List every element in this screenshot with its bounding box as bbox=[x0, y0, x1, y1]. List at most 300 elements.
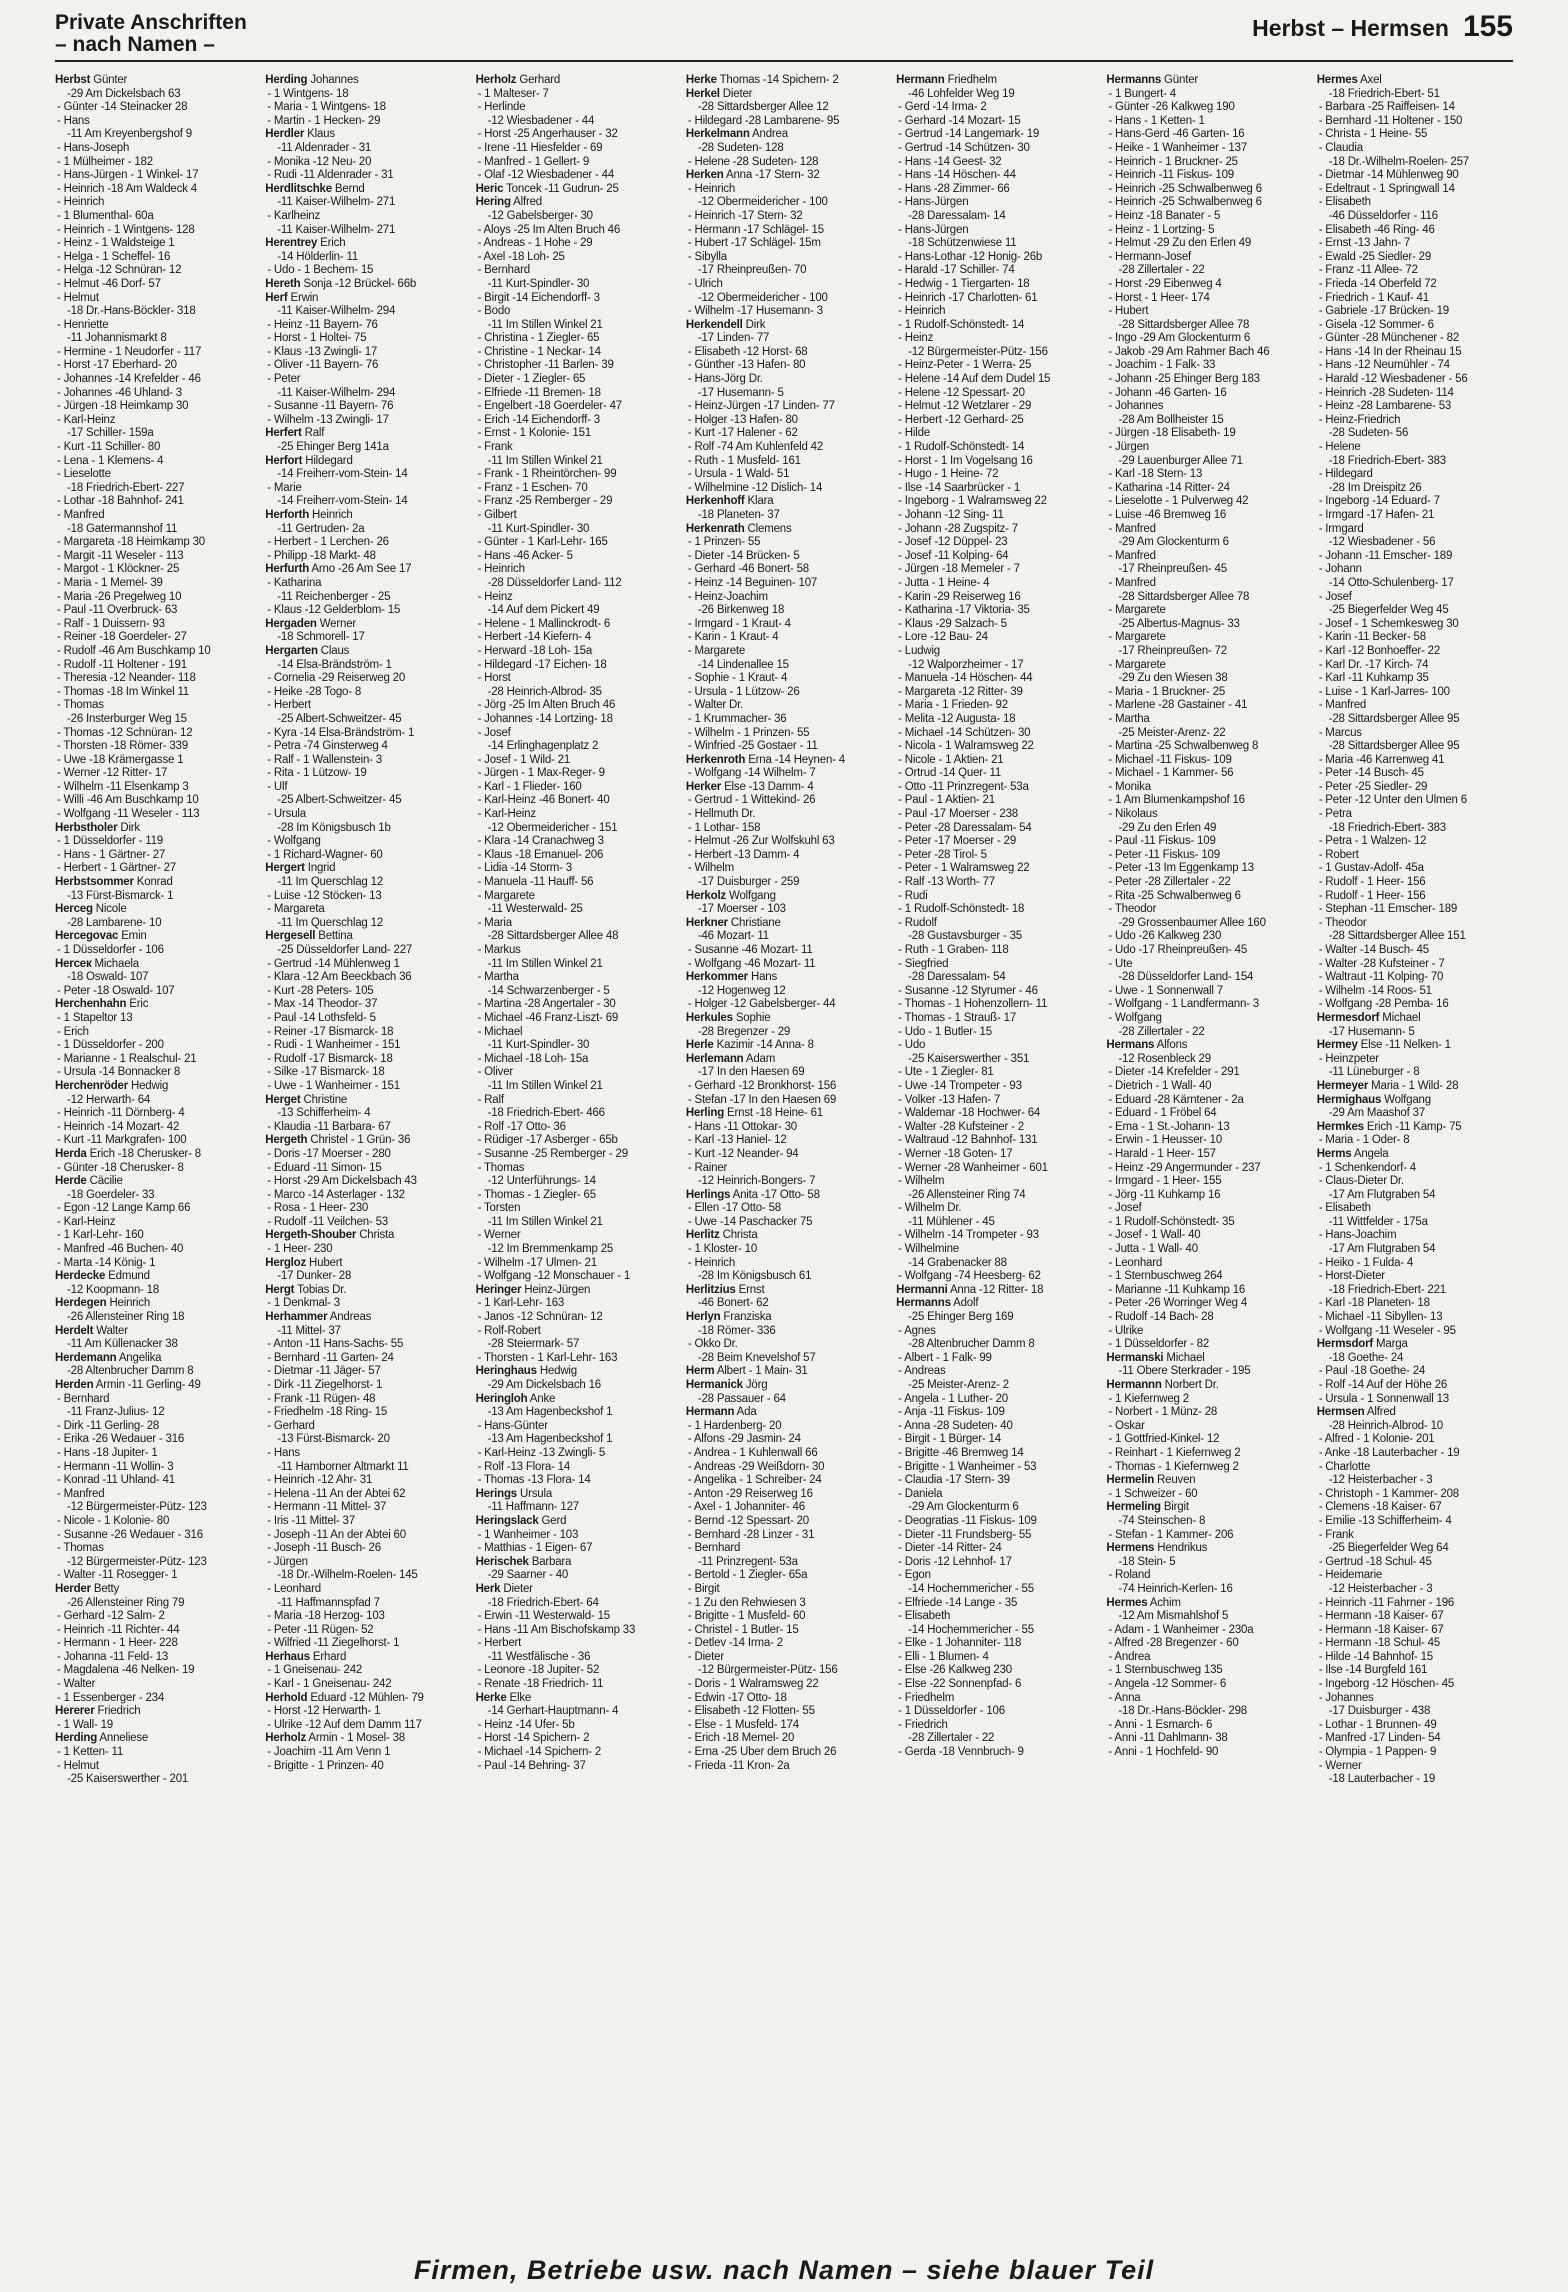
address-line: -25 Düsseldorfer Land- 227 bbox=[277, 944, 413, 956]
list-item: - Ingeborg -14 Eduard- 7 bbox=[1318, 495, 1440, 508]
list-item: - Paul -17 Moerser - 238 bbox=[898, 808, 1018, 821]
address-line: -28 Düsseldorfer Land- 154 bbox=[1118, 971, 1254, 984]
surname-entry: Herle Kazimir -14 Anna- 8 bbox=[685, 1039, 814, 1052]
list-item: - Deogratias -11 Fiskus- 109 bbox=[898, 1514, 1037, 1527]
list-item: - Michael -14 Schützen- 30 bbox=[898, 726, 1031, 739]
surname-entry: Herkenroth Erna -14 Heynen- 4 bbox=[685, 753, 845, 766]
list-item: - Ralf -13 Worth- 77 bbox=[898, 876, 995, 889]
list-item: - Bernhard bbox=[687, 1542, 741, 1555]
address-line: -25 Kaiserswerther - 351 bbox=[908, 1052, 1030, 1065]
list-item: - 1 Heer- 230 bbox=[267, 1243, 333, 1256]
address-line: -17 In den Haesen 69 bbox=[697, 1066, 805, 1079]
surname-entry: Herling Ernst -18 Heine- 61 bbox=[685, 1107, 823, 1120]
list-item: - Günter -28 Münchener - 82 bbox=[1318, 332, 1460, 345]
list-item: - Frank bbox=[1318, 1528, 1354, 1541]
surname-entry: Hermsen Alfred bbox=[1316, 1406, 1396, 1419]
list-item: - 1 Hardenberg- 20 bbox=[687, 1419, 782, 1432]
surname: Herkolz bbox=[685, 889, 726, 902]
address-line: -12 Herwarth- 64 bbox=[67, 1093, 151, 1106]
list-item: - Oskar bbox=[1108, 1419, 1145, 1432]
surname-entry: Hermanick Jörg bbox=[685, 1379, 768, 1391]
surname-entry: Hermannn Norbert Dr. bbox=[1106, 1379, 1219, 1391]
list-item: - Karl-Heinz -46 Bonert- 40 bbox=[477, 794, 610, 807]
list-item: - 1 Am Blumenkampshof 16 bbox=[1108, 794, 1245, 807]
address-line: -28 Heinrich-Albrod- 10 bbox=[1328, 1419, 1443, 1432]
list-item: - Frieda -11 Kron- 2a bbox=[687, 1759, 790, 1772]
list-item: - Peter -25 Siedler- 29 bbox=[1318, 780, 1428, 793]
list-item: - Luise -12 Stöcken- 13 bbox=[267, 889, 382, 902]
list-item: - Willi -46 Am Buschkamp 10 bbox=[57, 794, 199, 807]
list-item: - Manfred bbox=[57, 509, 105, 521]
address-line: -17 Moerser - 103 bbox=[697, 903, 786, 916]
list-item: - Marcus bbox=[1318, 726, 1362, 739]
list-item: - Heinz bbox=[898, 332, 934, 345]
list-item: - Dietrich - 1 Wall- 40 bbox=[1108, 1079, 1212, 1092]
address-line: -14 Freiherr-vom-Stein- 14 bbox=[277, 495, 408, 508]
list-item: - Friedhelm -18 Ring- 15 bbox=[267, 1406, 388, 1419]
list-item: - Frank - 1 Rheintörchen- 99 bbox=[477, 468, 617, 481]
list-item: - Josef - 1 Wall- 40 bbox=[1108, 1229, 1201, 1242]
address-line: -12 Am Mismahlshof 5 bbox=[1118, 1610, 1229, 1623]
list-item: - Reiner -18 Goerdeler- 27 bbox=[57, 631, 187, 644]
list-item: - Heidemarie bbox=[1318, 1569, 1383, 1582]
address-line: -14 Schwarzenberger - 5 bbox=[487, 984, 610, 997]
list-item: - Heinz -28 Lambarene- 53 bbox=[1318, 400, 1452, 413]
list-item: - Detlev -14 Irma- 2 bbox=[687, 1637, 783, 1650]
list-item: - Heinrich - 1 Wintgens- 128 bbox=[57, 223, 195, 236]
address-line: -17 Am Flutgraben 54 bbox=[1328, 1188, 1436, 1201]
list-item: - Wilhelm bbox=[687, 862, 734, 875]
list-item: - Elisabeth bbox=[1318, 196, 1371, 209]
address-line: -26 Birkenweg 18 bbox=[697, 604, 785, 617]
list-item: - Angela - 1 Luther- 20 bbox=[898, 1392, 1008, 1405]
list-item: - Klara -14 Cranachweg 3 bbox=[477, 835, 604, 848]
surname-entry: Herkolz Wolfgang bbox=[685, 889, 776, 902]
address-line: -29 Am Glockenturm 6 bbox=[1118, 536, 1229, 549]
address-line: -28 Im Königsbusch 61 bbox=[697, 1270, 812, 1283]
surname-entry: Heringslack Gerd bbox=[475, 1514, 567, 1527]
surname: Herder bbox=[55, 1582, 91, 1595]
list-item: - Heike -28 Togo- 8 bbox=[267, 685, 362, 698]
surname: Hergesell bbox=[265, 930, 316, 943]
address-line: -28 Am Bollheister 15 bbox=[1118, 413, 1224, 426]
list-item: - Helene - 1 Mallinckrodt- 6 bbox=[477, 617, 611, 630]
surname: Hergert bbox=[265, 862, 305, 875]
list-item: - Wilhelm Dr. bbox=[898, 1202, 962, 1215]
list-item: - Friedrich - 1 Kauf- 41 bbox=[1318, 291, 1429, 304]
list-item: - Udo -17 Rheinpreußen- 45 bbox=[1108, 944, 1248, 956]
list-item: - Magdalena -46 Nelken- 19 bbox=[57, 1664, 195, 1677]
address-line: -18 Friedrich-Ebert- 383 bbox=[1328, 454, 1446, 467]
surname-entry: Herke Thomas -14 Spichern- 2 bbox=[685, 74, 839, 86]
list-item: - Elisabeth -12 Horst- 68 bbox=[687, 345, 808, 358]
surname-entry: Hermesdorf Michael bbox=[1316, 1011, 1421, 1024]
surname: Herden bbox=[55, 1379, 94, 1391]
surname: Hererer bbox=[55, 1705, 95, 1718]
list-item: - Karlheinz bbox=[267, 209, 321, 222]
list-item: - Josef bbox=[1318, 590, 1352, 603]
surname: Herfort bbox=[265, 454, 303, 467]
surname: Herke bbox=[685, 74, 717, 86]
list-item: - Uwe -14 Paschacker 75 bbox=[687, 1215, 813, 1228]
address-line: -11 Mittel- 37 bbox=[277, 1324, 341, 1337]
list-item: - Dietmar -14 Mühlenweg 90 bbox=[1318, 169, 1459, 182]
list-item: - Paul -11 Overbruck- 63 bbox=[57, 604, 178, 617]
list-item: - Margarete bbox=[687, 644, 746, 657]
address-line: -11 Kaiser-Wilhelm- 294 bbox=[277, 386, 396, 399]
surname-entry: Hermelin Reuven bbox=[1106, 1474, 1196, 1487]
list-item: - Wilhelm - 1 Prinzen- 55 bbox=[687, 726, 810, 739]
list-item: - Otto -11 Prinzregent- 53a bbox=[898, 780, 1029, 793]
list-item: - Thomas bbox=[57, 699, 104, 712]
address-line: -28 Lambarene- 10 bbox=[67, 916, 162, 929]
list-item: - Johannes bbox=[1318, 1691, 1374, 1704]
list-item: - Gerhard -14 Mozart- 15 bbox=[898, 114, 1021, 127]
list-item: - Karin - 1 Kraut- 4 bbox=[687, 631, 779, 644]
surname-entry: Herke Elke bbox=[475, 1691, 532, 1704]
list-item: - Johann bbox=[1318, 563, 1362, 576]
list-item: - Hildegard -28 Lambarene- 95 bbox=[687, 114, 840, 127]
list-item: - Hermann - 1 Heer- 228 bbox=[57, 1637, 178, 1650]
list-item: - Joachim -11 Am Venn 1 bbox=[267, 1746, 391, 1759]
list-item: - Hans -11 Am Bischofskamp 33 bbox=[477, 1623, 636, 1636]
surname: Hermann bbox=[685, 1406, 735, 1419]
list-item: - Günter - 1 Karl-Lehr- 165 bbox=[477, 536, 608, 549]
list-item: - Martina -28 Angertaler - 30 bbox=[477, 998, 616, 1011]
list-item: - Udo -26 Kalkweg 230 bbox=[1108, 930, 1222, 943]
surname-entry: Herchenröder Hedwig bbox=[55, 1079, 169, 1092]
list-item: - Helmut -29 Zu den Erlen 49 bbox=[1108, 237, 1252, 250]
list-item: - Joachim - 1 Falk- 33 bbox=[1108, 359, 1216, 372]
directory-column-5 bbox=[896, 74, 1092, 2244]
list-item: - Heinrich bbox=[687, 182, 736, 195]
list-item: - Egon bbox=[898, 1569, 931, 1582]
surname-entry: Herfert Ralf bbox=[265, 427, 325, 440]
list-item: - Helene bbox=[1318, 441, 1361, 454]
list-item: - Peter -17 Moerser - 29 bbox=[898, 835, 1017, 848]
list-item: - Ute bbox=[1108, 957, 1133, 970]
list-item: - Horst -29 Am Dickelsbach 43 bbox=[267, 1175, 417, 1188]
list-item: - Janos -12 Schnüran- 12 bbox=[477, 1311, 603, 1324]
list-item: - Hilde -14 Bahnhof- 15 bbox=[1318, 1650, 1433, 1663]
list-item: - Charlotte bbox=[1318, 1460, 1371, 1473]
list-item: - Marlene -28 Gastainer - 41 bbox=[1108, 699, 1248, 712]
surname: Hergarten bbox=[265, 644, 318, 657]
address-line: -29 Zu den Wiesen 38 bbox=[1118, 672, 1228, 685]
page-range-title bbox=[1252, 12, 1513, 43]
list-item: - Peter -28 Tirol- 5 bbox=[898, 848, 987, 861]
address-line: -11 Westerwald- 25 bbox=[487, 903, 583, 916]
list-item: - Aloys -25 Im Alten Bruch 46 bbox=[477, 223, 621, 236]
list-item: - Theresia -12 Neander- 118 bbox=[57, 672, 196, 685]
list-item: - Brigitte - 1 Prinzen- 40 bbox=[267, 1759, 384, 1772]
list-item: - Stefan -17 In den Haesen 69 bbox=[687, 1093, 837, 1106]
list-item: - Ursula - 1 Lützow- 26 bbox=[687, 685, 800, 698]
list-item: - Helga - 1 Scheffel- 16 bbox=[57, 250, 171, 263]
list-item: - Engelbert -18 Goerdeler- 47 bbox=[477, 400, 622, 413]
address-line: -11 Im Querschlag 12 bbox=[277, 876, 384, 889]
range-label: Herbst – Hermsen bbox=[1252, 15, 1449, 41]
list-item: - 1 Sternbuschweg 135 bbox=[1108, 1664, 1223, 1677]
list-item: - Dietmar -11 Jäger- 57 bbox=[267, 1365, 381, 1378]
list-item: - Ursula - 1 Wald- 51 bbox=[687, 468, 790, 481]
list-item: - Wolfgang -14 Wilhelm- 7 bbox=[687, 767, 816, 780]
surname: Herde bbox=[55, 1175, 87, 1188]
list-item: - Dieter - 1 Ziegler- 65 bbox=[477, 373, 586, 386]
list-item: - Christa - 1 Heine- 55 bbox=[1318, 128, 1428, 141]
surname-entry: Herbst Günter bbox=[55, 74, 128, 86]
directory-column-6 bbox=[1106, 74, 1302, 2244]
list-item: - Thomas -12 Schnüran- 12 bbox=[57, 726, 193, 739]
list-item: - Josef bbox=[1108, 1202, 1142, 1215]
list-item: - Reiner -17 Bismarck- 18 bbox=[267, 1025, 394, 1038]
list-item: - Herbert - 1 Gärtner- 27 bbox=[57, 862, 176, 875]
surname-entry: Hermes Axel bbox=[1316, 74, 1382, 86]
list-item: - Gerda -18 Vennbruch- 9 bbox=[898, 1746, 1024, 1759]
list-item: - Thomas bbox=[477, 1161, 525, 1174]
list-item: - Heinz - 1 Waldsteige 1 bbox=[57, 237, 175, 250]
list-item: - Josef bbox=[477, 726, 511, 739]
list-item: - Philipp -18 Markt- 48 bbox=[267, 549, 376, 562]
list-item: - Leonhard bbox=[1108, 1256, 1163, 1269]
list-item: - 1 Richard-Wagner- 60 bbox=[267, 848, 383, 861]
list-item: - Heinrich bbox=[687, 1256, 736, 1269]
list-item: - Waltraud -12 Bahnhof- 131 bbox=[898, 1134, 1038, 1147]
list-item: - Anni -11 Dahlmann- 38 bbox=[1108, 1732, 1228, 1745]
list-item: - Wilhelm -17 Ulmen- 21 bbox=[477, 1256, 597, 1269]
list-item: - Klaus -29 Salzach- 5 bbox=[898, 617, 1007, 630]
surname: Herlings bbox=[685, 1188, 731, 1201]
list-item: - Alfred - 1 Kolonie- 201 bbox=[1318, 1433, 1435, 1446]
section-title-line1: Private Anschriften bbox=[55, 11, 247, 34]
address-line: -25 Ehinger Berg 169 bbox=[908, 1311, 1014, 1324]
list-item: - Martha bbox=[1108, 712, 1150, 725]
list-item: - Erna -25 Über dem Bruch 26 bbox=[687, 1746, 837, 1759]
address-line: -11 Franz-Julius- 12 bbox=[67, 1406, 165, 1419]
list-item: - 1 Düsseldorfer - 82 bbox=[1108, 1338, 1210, 1351]
list-item: - 1 Gottfried-Kinkel- 12 bbox=[1108, 1433, 1220, 1446]
list-item: - Matthias - 1 Eigen- 67 bbox=[477, 1542, 593, 1555]
address-line: -12 Wiesbadener - 44 bbox=[487, 114, 595, 127]
list-item: - Maria -26 Pregelweg 10 bbox=[57, 590, 182, 603]
surname-entry: Herfurth Arno -26 Am See 17 bbox=[265, 563, 412, 576]
surname-entry: Heringloh Anke bbox=[475, 1392, 556, 1405]
surname: Herms bbox=[1316, 1147, 1352, 1160]
address-line: -14 Elsa-Brändström- 1 bbox=[277, 658, 392, 671]
list-item: - Lothar -18 Bahnhof- 241 bbox=[57, 495, 184, 508]
address-line: -11 Kaiser-Wilhelm- 271 bbox=[277, 223, 396, 236]
surname-entry: Herk Dieter bbox=[475, 1582, 533, 1595]
surname: Herdemann bbox=[55, 1351, 117, 1364]
list-item: - Michael -18 Loh- 15a bbox=[477, 1052, 589, 1065]
section-title-line2: – nach Namen – bbox=[55, 33, 215, 56]
surname-entry: Hermeling Birgit bbox=[1106, 1501, 1189, 1514]
list-item: - Else -22 Sonnenpfad- 6 bbox=[898, 1678, 1022, 1691]
list-item: - Ellen -17 Otto- 58 bbox=[687, 1202, 781, 1215]
surname-entry: Herlings Anita -17 Otto- 58 bbox=[685, 1188, 820, 1201]
list-item: - Olympia - 1 Pappen- 9 bbox=[1318, 1746, 1437, 1759]
list-item: - Hans-Jörg Dr. bbox=[687, 373, 763, 386]
address-line: -11 Prinzregent- 53a bbox=[697, 1555, 798, 1568]
list-item: - Alfons -29 Jasmin- 24 bbox=[687, 1433, 801, 1446]
surname-entry: Herhaus Erhard bbox=[265, 1650, 347, 1663]
surname: Hermanick bbox=[685, 1379, 743, 1391]
list-item: - Horst -14 Spichern- 2 bbox=[477, 1732, 590, 1745]
list-item: - Margarete bbox=[1108, 604, 1166, 617]
list-item: - Hans bbox=[57, 114, 90, 127]
surname-entry: Herget Christine bbox=[265, 1093, 348, 1106]
list-item: - Anni - 1 Esmarch- 6 bbox=[1108, 1718, 1213, 1731]
surname: Herkendell bbox=[685, 318, 743, 331]
address-line: -13 Am Hagenbeckshof 1 bbox=[487, 1406, 613, 1419]
list-item: - Heinrich -11 Richter- 44 bbox=[57, 1623, 180, 1636]
address-line: -12 Bürgermeister-Pütz- 156 bbox=[908, 345, 1048, 358]
list-item: - Jürgen -18 Heimkamp 30 bbox=[57, 400, 189, 413]
list-item: - Dieter -14 Ritter- 24 bbox=[898, 1542, 1002, 1555]
surname: Herholz bbox=[475, 74, 517, 86]
address-line: -18 Dr.-Wilhelm-Roelen- 257 bbox=[1328, 155, 1470, 168]
list-item: - Walter -28 Kufsteiner - 2 bbox=[898, 1120, 1024, 1133]
list-item: - 1 Wintgens- 18 bbox=[267, 87, 349, 100]
list-item: - Klaus -13 Zwingli- 17 bbox=[267, 345, 378, 358]
list-item: - Susanne -46 Mozart- 11 bbox=[687, 944, 813, 956]
surname-entry: Herholz Gerhard bbox=[475, 74, 561, 86]
surname-entry: Herda Erich -18 Cherusker- 8 bbox=[55, 1147, 201, 1160]
list-item: - Walter bbox=[57, 1678, 96, 1691]
list-item: - Leonore -18 Jupiter- 52 bbox=[477, 1664, 600, 1677]
list-item: - Wilhelm -13 Zwingli- 17 bbox=[267, 413, 389, 426]
list-item: - Petra - 1 Walzen- 12 bbox=[1318, 835, 1427, 848]
surname: Hering bbox=[475, 196, 511, 209]
address-line: -12 Obermeidericher - 100 bbox=[697, 196, 828, 209]
list-item: - Wolfgang -11 Weseler - 95 bbox=[1318, 1324, 1456, 1337]
address-line: -26 Allensteiner Ring 74 bbox=[908, 1188, 1026, 1201]
list-item: - Karin -11 Becker- 58 bbox=[1318, 631, 1426, 644]
list-item: - Gertrud -14 Mühlenweg 1 bbox=[267, 957, 400, 970]
address-line: -17 Husemann- 5 bbox=[1328, 1025, 1415, 1038]
list-item: - Elfriede -11 Bremen- 18 bbox=[477, 386, 601, 399]
list-item: - Wilhelm -14 Roos- 51 bbox=[1318, 984, 1432, 997]
list-item: - Birgit - 1 Bürger- 14 bbox=[898, 1433, 1001, 1446]
list-item: - Uwe -18 Krämergasse 1 bbox=[57, 753, 184, 766]
list-item: - 1 Wall- 19 bbox=[57, 1718, 113, 1731]
address-line: -14 Erlinghagenplatz 2 bbox=[487, 740, 599, 753]
header-rule bbox=[55, 60, 1513, 62]
list-item: - Joseph -11 Busch- 26 bbox=[267, 1542, 381, 1555]
surname-entry: Herkendell Dirk bbox=[685, 318, 766, 331]
list-item: - Herbert -14 Kiefern- 4 bbox=[477, 631, 592, 644]
list-item: - Maria - 1 Memel- 39 bbox=[57, 576, 163, 589]
address-line: -25 Meister-Arenz- 22 bbox=[1118, 726, 1226, 739]
surname-entry: Hergert Ingrid bbox=[265, 862, 336, 875]
surname: Hermsen bbox=[1316, 1406, 1365, 1419]
surname-entry: Hermkes Erich -11 Kamp- 75 bbox=[1316, 1120, 1462, 1133]
list-item: - Gertrud -18 Schul- 45 bbox=[1318, 1555, 1432, 1568]
surname-entry: Herlitz Christa bbox=[685, 1229, 758, 1242]
list-item: - Helmut bbox=[57, 291, 99, 304]
list-item: - Heinz-Peter - 1 Werra- 25 bbox=[898, 359, 1032, 372]
list-item: - Reinhart - 1 Kiefernweg 2 bbox=[1108, 1446, 1241, 1459]
surname: Hermeling bbox=[1106, 1501, 1161, 1514]
list-item: - Helmut -26 Zur Wolfskuhl 63 bbox=[687, 835, 835, 848]
list-item: - Heiko - 1 Fulda- 4 bbox=[1318, 1256, 1414, 1269]
address-line: -14 Auf dem Pickert 49 bbox=[487, 604, 600, 617]
surname-entry: Herkner Christiane bbox=[685, 916, 781, 929]
list-item: - Rudolf - 1 Heer- 156 bbox=[1318, 889, 1426, 902]
surname: Hergloz bbox=[265, 1256, 307, 1269]
address-line: -11 Hamborner Altmarkt 11 bbox=[277, 1460, 409, 1473]
address-line: -25 Albertus-Magnus- 33 bbox=[1118, 617, 1240, 630]
surname-entry: Herkel Dieter bbox=[685, 87, 753, 100]
address-line: -28 Passauer - 64 bbox=[697, 1392, 786, 1405]
list-item: - Hugo - 1 Heine- 72 bbox=[898, 468, 999, 481]
address-line: -11 Aldenrader - 31 bbox=[277, 141, 372, 154]
address-line: -14 Hochemmericher - 55 bbox=[908, 1582, 1034, 1595]
list-item: - Johann -46 Garten- 16 bbox=[1108, 386, 1227, 399]
list-item: - Walter -11 Rosegger- 1 bbox=[57, 1569, 178, 1582]
list-item: - 1 Karl-Lehr- 163 bbox=[477, 1297, 565, 1310]
list-item: - Erich -18 Memel- 20 bbox=[687, 1732, 795, 1745]
list-item: - Ute - 1 Ziegler- 81 bbox=[898, 1066, 994, 1079]
list-item: - Marianne - 1 Realschul- 21 bbox=[57, 1052, 197, 1065]
surname: Herlyn bbox=[685, 1311, 721, 1324]
list-item: - Karl-Heinz bbox=[57, 413, 116, 426]
list-item: - 1 Ketten- 11 bbox=[57, 1746, 124, 1759]
address-line: -11 Lüneburger - 8 bbox=[1328, 1066, 1420, 1079]
directory-columns bbox=[55, 74, 1513, 2244]
surname-entry: Herding Johannes bbox=[265, 74, 359, 86]
list-item: - Lothar - 1 Brunnen- 49 bbox=[1318, 1718, 1437, 1731]
list-item: - Gertrud -14 Schützen- 30 bbox=[898, 141, 1030, 154]
list-item: - Heinz-Friedrich bbox=[1318, 413, 1401, 426]
address-line: -14 Grabenacker 88 bbox=[908, 1256, 1007, 1269]
address-line: -11 Im Stillen Winkel 21 bbox=[487, 1215, 603, 1228]
list-item: - Erwin -11 Westerwald- 15 bbox=[477, 1610, 610, 1623]
surname: Hermkes bbox=[1316, 1120, 1364, 1133]
surname: Herda bbox=[55, 1147, 87, 1160]
list-item: - Margarete bbox=[477, 889, 535, 902]
list-item: - Heinz -14 Ufer- 5b bbox=[477, 1718, 575, 1731]
list-item: - Heinz - 1 Lortzing- 5 bbox=[1108, 223, 1215, 236]
list-item: - Klaus -18 Emanuel- 206 bbox=[477, 848, 604, 861]
list-item: - Thomas - 1 Kiefernweg 2 bbox=[1108, 1460, 1239, 1473]
list-item: - Michael -11 Sibyllen- 13 bbox=[1318, 1311, 1443, 1324]
list-item: - Uwe -14 Trompeter - 93 bbox=[898, 1079, 1022, 1092]
list-item: - Maria -46 Karrenweg 41 bbox=[1318, 753, 1445, 766]
list-item: - Uwe - 1 Sonnenwall 7 bbox=[1108, 984, 1223, 997]
list-item: - Karl-Heinz bbox=[477, 808, 536, 821]
address-line: -18 Römer- 336 bbox=[697, 1324, 776, 1337]
list-item: - Klaus -12 Gelderblom- 15 bbox=[267, 604, 401, 617]
directory-column-2 bbox=[265, 74, 461, 2244]
list-item: - Angela -12 Sommer- 6 bbox=[1108, 1678, 1227, 1691]
list-item: - Doris -12 Lehnhof- 17 bbox=[898, 1555, 1012, 1568]
surname: Herforth bbox=[265, 509, 310, 521]
list-item: - Johannes -14 Krefelder - 46 bbox=[57, 373, 201, 386]
surname-entry: Hermanns Günter bbox=[1106, 74, 1199, 86]
list-item: - Ema - 1 St.-Johann- 13 bbox=[1108, 1120, 1230, 1133]
list-item: - Jürgen -18 Elisabeth- 19 bbox=[1108, 427, 1236, 440]
list-item: - Hans -18 Jupiter- 1 bbox=[57, 1446, 158, 1459]
list-item: - Peter -11 Rügen- 52 bbox=[267, 1623, 374, 1636]
list-item: - Sophie - 1 Kraut- 4 bbox=[687, 672, 788, 685]
list-item: - Katharina -17 Viktoria- 35 bbox=[898, 604, 1030, 617]
list-item: - Hans - 1 Gärtner- 27 bbox=[57, 848, 166, 861]
list-item: - Elisabeth -46 Ring- 46 bbox=[1318, 223, 1435, 236]
list-item: - Ernst - 1 Kolonie- 151 bbox=[477, 427, 592, 440]
surname: Herceg bbox=[55, 903, 93, 916]
surname: Herchenhahn bbox=[55, 998, 127, 1011]
